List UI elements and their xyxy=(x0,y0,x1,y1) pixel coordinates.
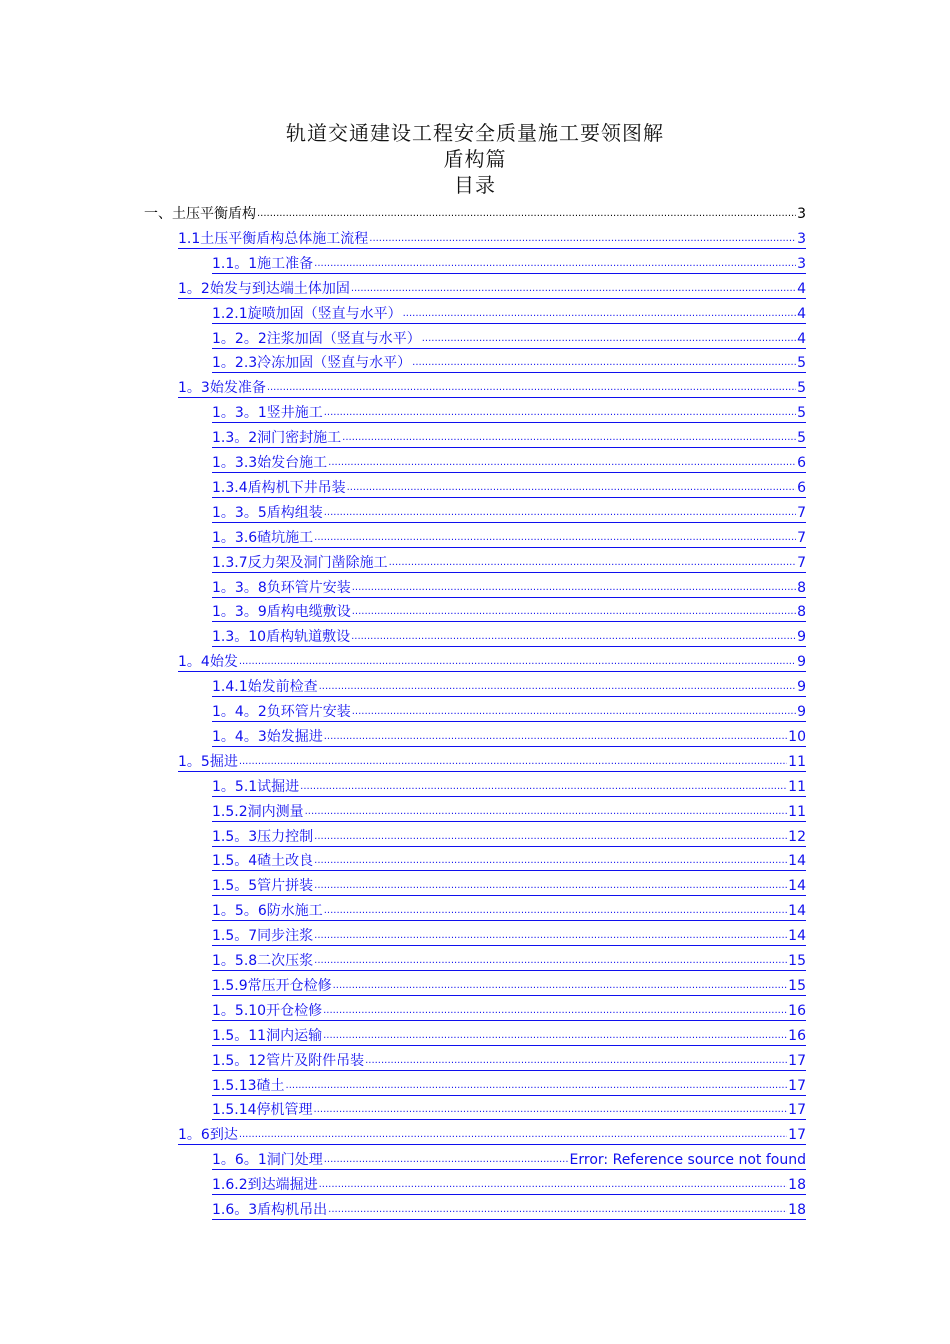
toc-entry-page: 4 xyxy=(797,330,806,347)
toc-dot-leader xyxy=(300,778,787,796)
toc-entry-page: 5 xyxy=(797,430,806,447)
toc-entry[interactable] xyxy=(212,597,806,622)
toc-entry-title: 1。6到达 xyxy=(178,1127,238,1144)
toc-dot-leader xyxy=(286,1077,788,1095)
toc-entry[interactable] xyxy=(212,348,806,373)
toc-entry-page: 16 xyxy=(788,1027,806,1044)
toc-entry-title: 1.1土压平衡盾构总体施工流程 xyxy=(178,230,369,247)
toc-entry-page: 14 xyxy=(788,928,806,945)
toc-dot-leader xyxy=(314,927,787,945)
toc-dot-leader xyxy=(333,977,788,995)
toc-entry-title: 1.5。12管片及附件吊装 xyxy=(212,1052,365,1069)
toc-entry[interactable] xyxy=(212,573,806,598)
toc-entry-title: 1。3。8负环管片安装 xyxy=(212,579,351,596)
toc-entry[interactable] xyxy=(212,722,806,747)
toc-dot-leader xyxy=(352,603,796,621)
toc-entry[interactable] xyxy=(212,996,806,1021)
toc-dot-leader xyxy=(267,379,796,397)
toc-entry-page: 9 xyxy=(797,679,806,696)
toc-entry-page: Error: Reference source not found xyxy=(569,1152,806,1169)
toc-entry-title: 1。4。2负环管片安装 xyxy=(212,704,351,720)
title-block xyxy=(0,120,950,198)
toc-entry-page: 3 xyxy=(797,206,806,222)
toc-dot-leader xyxy=(324,728,787,746)
toc-dot-leader xyxy=(314,852,787,870)
toc-dot-leader xyxy=(422,330,796,348)
toc-entry[interactable] xyxy=(212,1046,806,1071)
toc-entry[interactable] xyxy=(212,896,806,921)
toc-entry-page: 7 xyxy=(797,554,806,571)
toc-dot-leader xyxy=(324,1151,569,1169)
toc-entry-page: 7 xyxy=(797,529,806,546)
toc-dot-leader xyxy=(319,678,796,696)
toc-entry xyxy=(144,199,806,223)
toc-entry[interactable] xyxy=(212,697,806,722)
toc-dot-leader xyxy=(323,1002,787,1020)
toc-entry-page: 4 xyxy=(797,305,806,322)
document-title: 轨道交通建设工程安全质量施工要领图解 xyxy=(286,121,664,145)
toc-entry-title: 1.5。7同步注浆 xyxy=(212,928,314,945)
toc-entry[interactable] xyxy=(212,672,806,697)
toc-entry[interactable] xyxy=(212,772,806,797)
toc-entry-page: 9 xyxy=(797,704,806,720)
toc-dot-leader xyxy=(389,554,796,572)
toc-dot-leader xyxy=(351,628,796,646)
toc-dot-leader xyxy=(352,703,796,721)
toc-entry[interactable] xyxy=(212,423,806,448)
toc-entry[interactable] xyxy=(212,448,806,473)
toc-dot-leader xyxy=(257,205,796,223)
toc-entry-page: 9 xyxy=(797,629,806,646)
toc-entry-title: 1。3。1竖井施工 xyxy=(212,405,323,422)
toc-entry-title: 1.3.7反力架及洞门凿除施工 xyxy=(212,554,388,571)
toc-entry[interactable] xyxy=(212,1170,806,1195)
toc-dot-leader xyxy=(314,877,787,895)
toc-entry-title: 1。6。1洞门处理 xyxy=(212,1152,323,1169)
toc-entry[interactable] xyxy=(212,871,806,896)
toc-entry-page: 12 xyxy=(788,828,806,845)
toc-entry-title: 1。4始发 xyxy=(178,654,238,671)
toc-entry-page: 14 xyxy=(788,878,806,895)
toc-dot-leader xyxy=(324,504,796,522)
toc-entry-page: 15 xyxy=(788,977,806,994)
toc-dot-leader xyxy=(239,753,787,771)
toc-entry[interactable] xyxy=(212,1071,806,1096)
toc-entry-title: 1。5掘进 xyxy=(178,753,238,770)
toc-entry[interactable] xyxy=(212,822,806,847)
toc-entry-page: 5 xyxy=(797,380,806,397)
toc-dot-leader xyxy=(324,902,787,920)
toc-entry-page: 11 xyxy=(788,753,806,770)
toc-entry-title: 1。3。9盾构电缆敷设 xyxy=(212,604,351,621)
toc-entry-title: 1.1。1施工准备 xyxy=(212,255,314,272)
toc-entry-page: 8 xyxy=(797,604,806,621)
toc-dot-leader xyxy=(324,404,796,422)
toc-entry[interactable] xyxy=(178,373,806,398)
toc-entry[interactable] xyxy=(212,946,806,971)
toc-entry-title: 1。2始发与到达端土体加固 xyxy=(178,280,350,297)
toc-dot-leader xyxy=(328,1201,787,1219)
toc-entry-page: 11 xyxy=(788,778,806,795)
toc-entry-page: 6 xyxy=(797,455,806,471)
toc-dot-leader xyxy=(347,479,796,497)
toc-entry-title: 1.3.4盾构机下井吊装 xyxy=(212,479,346,496)
toc-entry[interactable] xyxy=(178,274,806,299)
toc-entry-title: 1.5。5管片拼装 xyxy=(212,878,314,895)
toc-entry-page: 4 xyxy=(797,280,806,297)
toc-entry-page: 10 xyxy=(788,728,806,745)
toc-entry[interactable] xyxy=(212,299,806,324)
toc-entry-page: 11 xyxy=(788,803,806,820)
toc-entry[interactable] xyxy=(212,398,806,423)
toc-entry-title: 1.5。3压力控制 xyxy=(212,828,314,845)
toc-entry-title: 1。5.1试掘进 xyxy=(212,778,300,795)
toc-entry-title: 1。3.3始发台施工 xyxy=(212,455,328,471)
toc-dot-leader xyxy=(314,952,787,970)
toc-entry-page: 3 xyxy=(797,255,806,272)
toc-dot-leader xyxy=(352,579,796,597)
toc-entry-page: 15 xyxy=(788,953,806,969)
toc-entry-page: 18 xyxy=(788,1177,806,1194)
toc-entry-title: 1.5.14停机管理 xyxy=(212,1102,313,1119)
toc-entry-title: 1。5.8二次压浆 xyxy=(212,953,314,969)
toc-entry-title: 1。3始发准备 xyxy=(178,380,266,397)
toc-entry-title: 1。4。3始发掘进 xyxy=(212,728,323,745)
toc-entry-page: 18 xyxy=(788,1202,806,1218)
toc-entry[interactable] xyxy=(212,921,806,946)
toc-dot-leader xyxy=(314,1101,788,1119)
toc-entry-title: 1.6.2到达端掘进 xyxy=(212,1177,318,1194)
toc-entry-title: 1.5。4碴土改良 xyxy=(212,853,314,870)
document-subtitle: 盾构篇 xyxy=(443,147,507,171)
toc-dot-leader xyxy=(403,305,796,323)
toc-entry-page: 5 xyxy=(797,355,806,372)
toc-heading: 目录 xyxy=(454,173,496,197)
toc-entry[interactable] xyxy=(212,548,806,573)
toc-entry[interactable] xyxy=(212,249,806,274)
toc-entry[interactable] xyxy=(212,523,806,548)
toc-dot-leader xyxy=(369,230,796,248)
toc-dot-leader xyxy=(342,429,796,447)
toc-dot-leader xyxy=(239,1126,787,1144)
toc-dot-leader xyxy=(412,354,796,372)
toc-dot-leader xyxy=(365,1052,787,1070)
toc-entry-title: 1。2。2注浆加固（竖直与水平） xyxy=(212,330,421,347)
toc-dot-leader xyxy=(319,1176,788,1194)
toc-dot-leader xyxy=(351,280,796,298)
toc-entry-title: 1。3.6碴坑施工 xyxy=(212,529,314,546)
toc-entry[interactable] xyxy=(212,1021,806,1046)
toc-dot-leader xyxy=(314,828,787,846)
toc-dot-leader xyxy=(314,255,796,273)
toc-entry-page: 16 xyxy=(788,1002,806,1019)
toc-entry[interactable] xyxy=(178,747,806,772)
toc-dot-leader xyxy=(314,529,796,547)
toc-dot-leader xyxy=(239,653,796,671)
toc-entry[interactable] xyxy=(212,797,806,822)
toc-entry-page: 17 xyxy=(788,1102,806,1119)
toc-entry-title: 1.6。3盾构机吊出 xyxy=(212,1202,328,1218)
toc-entry[interactable] xyxy=(178,1120,806,1145)
toc-entry[interactable] xyxy=(178,647,806,672)
toc-entry-title: 1.3。2洞门密封施工 xyxy=(212,430,342,447)
toc-dot-leader xyxy=(323,1027,787,1045)
toc-entry-page: 3 xyxy=(797,230,806,247)
toc-entry-title: 1。5.10开仓检修 xyxy=(212,1002,323,1019)
toc-entry[interactable] xyxy=(212,971,806,996)
toc-entry[interactable] xyxy=(212,498,806,523)
toc-entry-title: 1.5.9常压开仓检修 xyxy=(212,977,332,994)
toc-entry-page: 9 xyxy=(797,654,806,671)
toc-entry[interactable] xyxy=(178,224,806,249)
toc-entry-page: 8 xyxy=(797,579,806,596)
toc-entry-title: 1.2.1旋喷加固（竖直与水平） xyxy=(212,305,402,322)
toc-entry[interactable] xyxy=(212,1195,806,1220)
toc-entry-page: 17 xyxy=(788,1127,806,1144)
toc-entry-title: 1.5。11洞内运输 xyxy=(212,1027,323,1044)
toc-entry-title: 1.4.1始发前检查 xyxy=(212,679,318,696)
toc-entry-page: 14 xyxy=(788,853,806,870)
toc-entry[interactable] xyxy=(212,1095,806,1120)
toc-entry-title: 1.3。10盾构轨道敷设 xyxy=(212,629,351,646)
toc-entry-page: 14 xyxy=(788,903,806,920)
toc-entry-page: 7 xyxy=(797,504,806,521)
toc-entry[interactable] xyxy=(212,846,806,871)
toc-entry[interactable] xyxy=(212,324,806,349)
toc-entry[interactable] xyxy=(212,622,806,647)
toc-entry-title: 1.5.13碴土 xyxy=(212,1077,285,1094)
toc-entry[interactable] xyxy=(212,1145,806,1170)
toc-dot-leader xyxy=(305,803,788,821)
toc-entry-title: 1。5。6防水施工 xyxy=(212,903,323,920)
toc-dot-leader xyxy=(328,454,796,472)
toc-entry-page: 6 xyxy=(797,479,806,496)
toc-entry-title: 一、土压平衡盾构 xyxy=(144,206,256,222)
toc-entry-title: 1.5.2洞内测量 xyxy=(212,803,304,820)
toc-entry-page: 17 xyxy=(788,1077,806,1094)
toc-entry-title: 1。2.3冷冻加固（竖直与水平） xyxy=(212,355,412,372)
toc-entry-page: 5 xyxy=(797,405,806,422)
toc-entry-title: 1。3。5盾构组装 xyxy=(212,504,323,521)
toc-entry-page: 17 xyxy=(788,1052,806,1069)
toc-entry[interactable] xyxy=(212,473,806,498)
